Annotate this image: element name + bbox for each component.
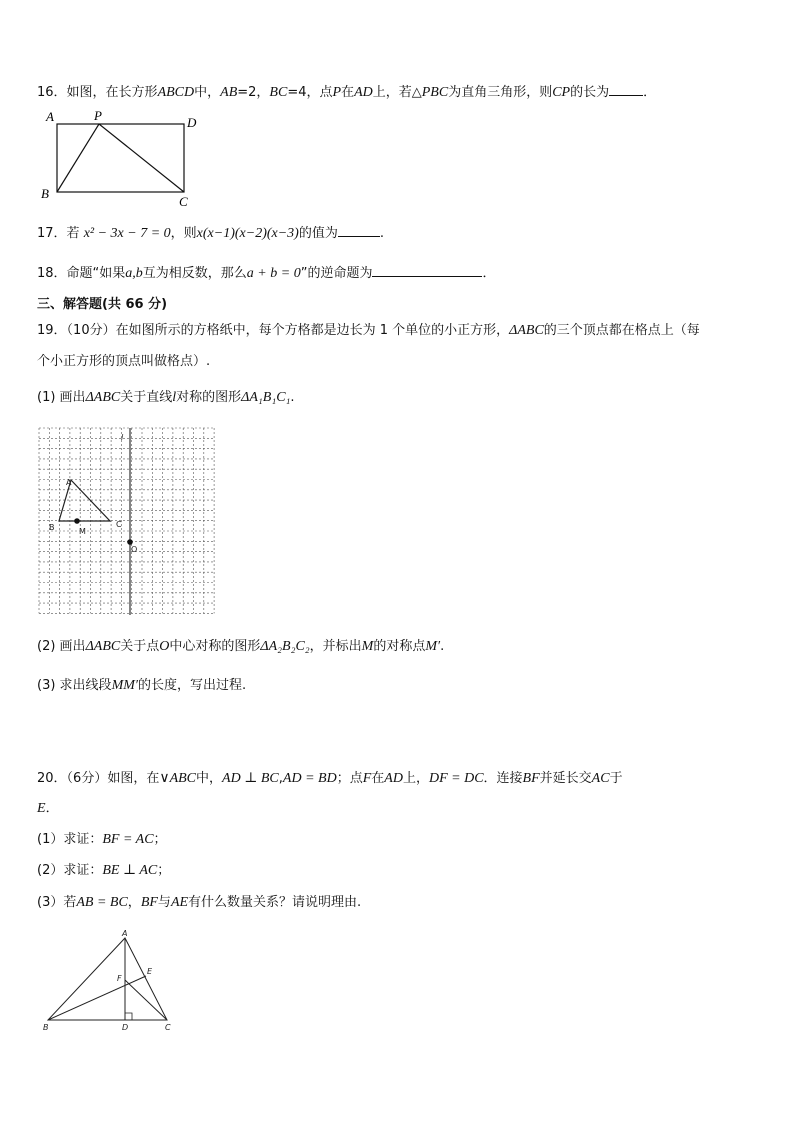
fig-label-A: A [122, 929, 128, 938]
q16-rectangle-figure [36, 108, 206, 208]
q16-text: 16．如图，在长方形ABCD中，AB=2，BC=4，点P在AD上，若△PBC为直角三角形，则CP的长为 ． [37, 82, 656, 103]
label-C: C [179, 194, 188, 209]
grid-label-M: M [79, 527, 86, 536]
answer-blank [338, 223, 380, 237]
right-angle-mark [125, 1013, 132, 1020]
label-D: D [187, 115, 197, 130]
point-M [74, 518, 80, 524]
q20-triangle-figure [38, 928, 188, 1038]
triangle-abc [48, 938, 167, 1020]
fig-label-E: E [147, 967, 153, 976]
q19-part3: (3) 求出线段MM′的长度，写出过程. [37, 678, 247, 693]
segment-be [48, 976, 146, 1020]
answer-blank [609, 82, 643, 96]
segment-bp [57, 124, 99, 192]
fig-label-F: F [117, 974, 122, 983]
section-heading: 三、解答题(共 66 分) [37, 297, 168, 312]
q20-part1: (1）求证：BF = AC； [37, 832, 167, 847]
fig-label-B: B [43, 1023, 49, 1032]
q19-line1: 19．（10分）在如图所示的方格纸中，每个方格都是边长为 1 个单位的小正方形，ΔABC的三个顶点都在格点上（每 [37, 323, 700, 338]
q19-part1: (1) 画出ΔABC关于直线l对称的图形ΔA₁B₁C₁. [37, 390, 295, 405]
fig-label-C: C [165, 1023, 171, 1032]
label-A: A [46, 109, 54, 124]
rectangle-abcd [57, 124, 184, 192]
segment-pc [99, 124, 184, 192]
q18-text: 18．命题“如果a,b互为相反数，那么a + b = 0”的逆命题为 ． [37, 263, 495, 284]
q20-part3: (3）若AB = BC，BF与AE有什么数量关系？请说明理由. [37, 895, 362, 910]
segment-fc [125, 980, 167, 1020]
q19-part2: (2) 画出ΔABC关于点O中心对称的图形ΔA₂B₂C₂，并标出M的对称点M′. [37, 639, 445, 654]
answer-blank [372, 263, 482, 277]
label-P: P [94, 108, 102, 123]
grid-label-B: B [49, 523, 55, 532]
grid-label-l: l [121, 433, 124, 442]
point-O [127, 539, 133, 545]
q19-line2: 个小正方形的顶点叫做格点）. [37, 354, 211, 369]
q20-line1: 20．（6分）如图，在∨ABC中，AD ⊥ BC,AD = BD；点F在AD上，DF = DC．连接BF并延长交AC于 [37, 771, 623, 786]
q19-grid-figure [39, 428, 221, 618]
fig-label-D: D [122, 1023, 129, 1032]
q20-line2: E． [37, 801, 59, 816]
grid-label-A: A [66, 478, 72, 487]
q20-part2: (2）求证：BE ⊥ AC； [37, 863, 171, 878]
label-B: B [41, 186, 49, 201]
grid-label-C: C [116, 520, 122, 529]
q17-text: 17．若 x² − 3x − 7 = 0，则x(x−1)(x−2)(x−3)的值为 . [37, 223, 384, 244]
grid-label-O: O [131, 545, 138, 554]
